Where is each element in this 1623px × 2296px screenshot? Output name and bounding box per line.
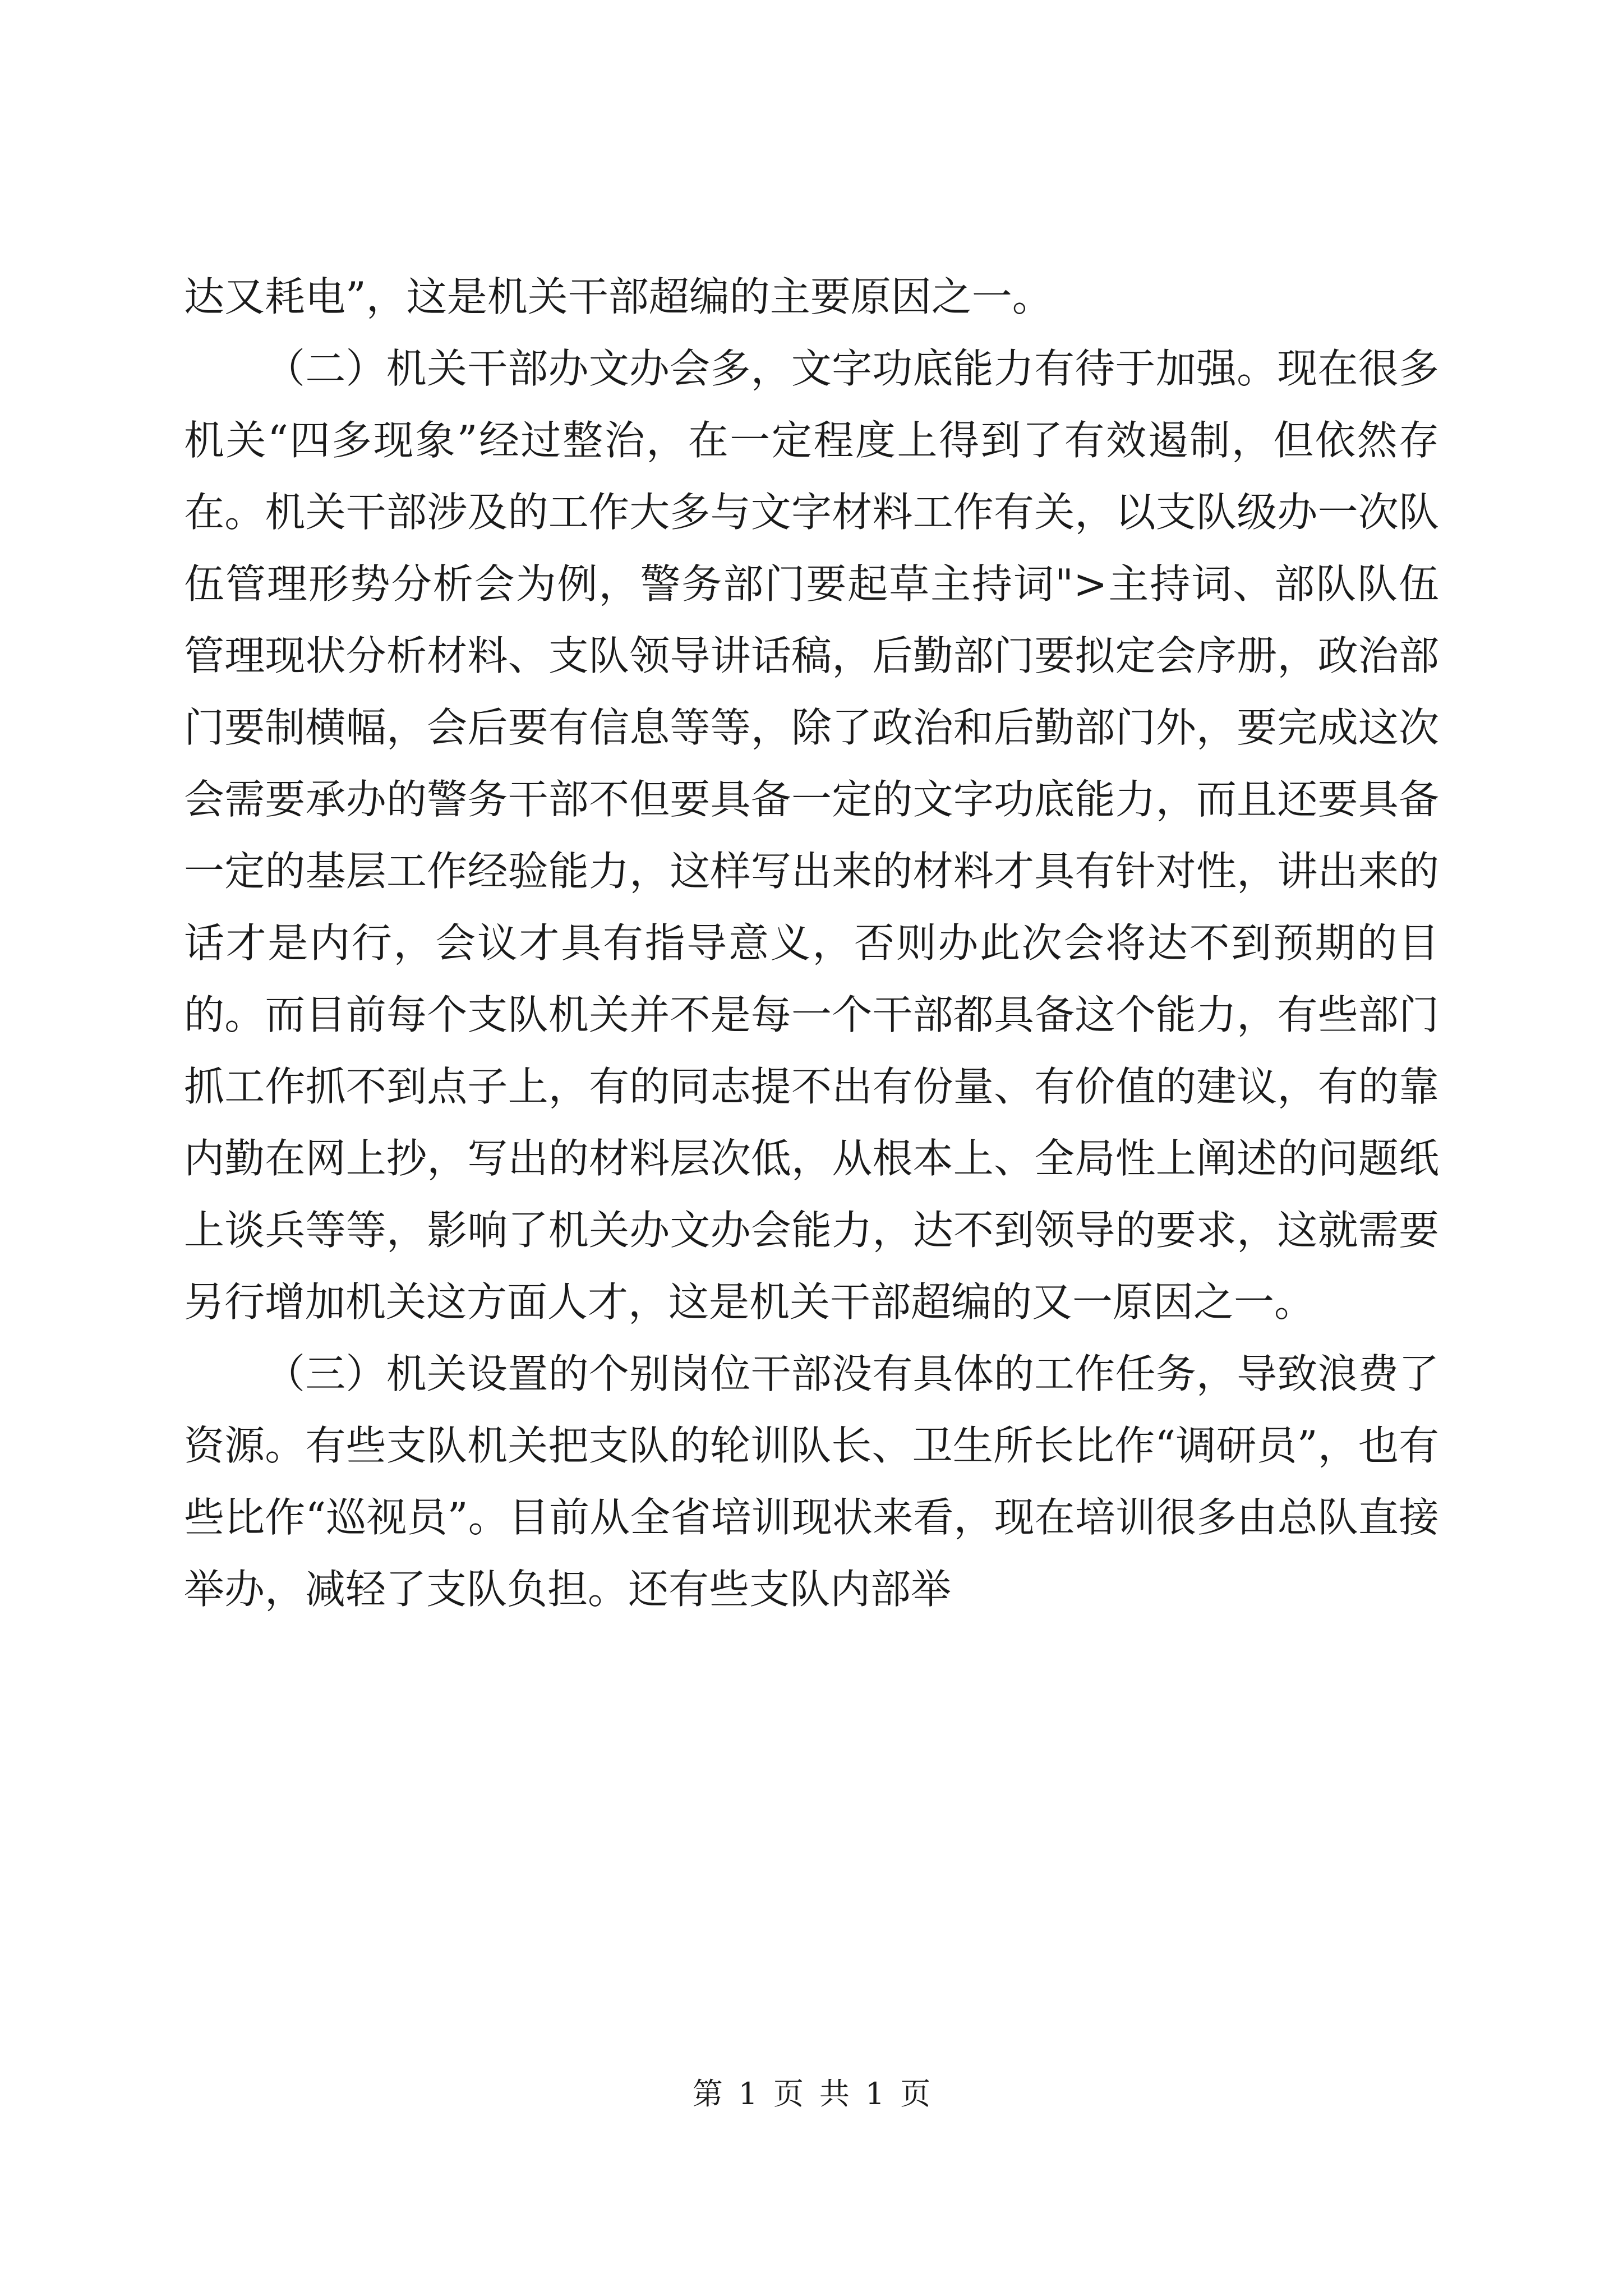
paragraph-section-two: （二）机关干部办文办会多，文字功底能力有待于加强。现在很多机关“四多现象”经过整治，在一定程度上得到了有效遏制，但依然存在。机关干部涉及的工作大多与文字材料工作有关，以支队级办一次队伍管理形势分析会为例，警务部门要起草主持词">主持词、部队队伍管理现状分析材料、支队领导讲话稿，后勤部门要拟定会序册，政治部门要制横幅，会后要有信息等等，除了政治和后勤部门外，要完成这次会需要承办的警务干部不但要具备一定的文字功底能力，而且还要具备一定的基层工作经验能力，这样写出来的材料才具有针对性，讲出来的话才是内行，会议才具有指导意义，否则办此次会将达不到预期的目的。而目前每个支队机关并不是每一个干部都具备这个能力，有些部门抓工作抓不到点子上，有的同志提不出有份量、有价值的建议，有的靠内勤在网上抄，写出的材料层次低，从根本上、全局性上阐述的问题纸上谈兵等等，影响了机关办文办会能力，达不到领导的要求，这就需要另行增加机关这方面人才，这是机关干部超编的又一原因之一。 [184,345,1439,1326]
paragraph-continuation: 达又耗电”，这是机关干部超编的主要原因之一。 [184,273,1053,320]
page-footer: 第 1 页 共 1 页 [692,2076,931,2111]
paragraph-section-three: （三）机关设置的个别岗位干部没有具体的工作任务，导致浪费了资源。有些支队机关把支队的轮训队长、卫生所长比作“调研员”，也有些比作“巡视员”。目前从全省培训现状来看，现在培训很多由总队直接举办，减轻了支队负担。还有些支队内部举 [184,1350,1439,1613]
document-body [184,261,1439,1625]
